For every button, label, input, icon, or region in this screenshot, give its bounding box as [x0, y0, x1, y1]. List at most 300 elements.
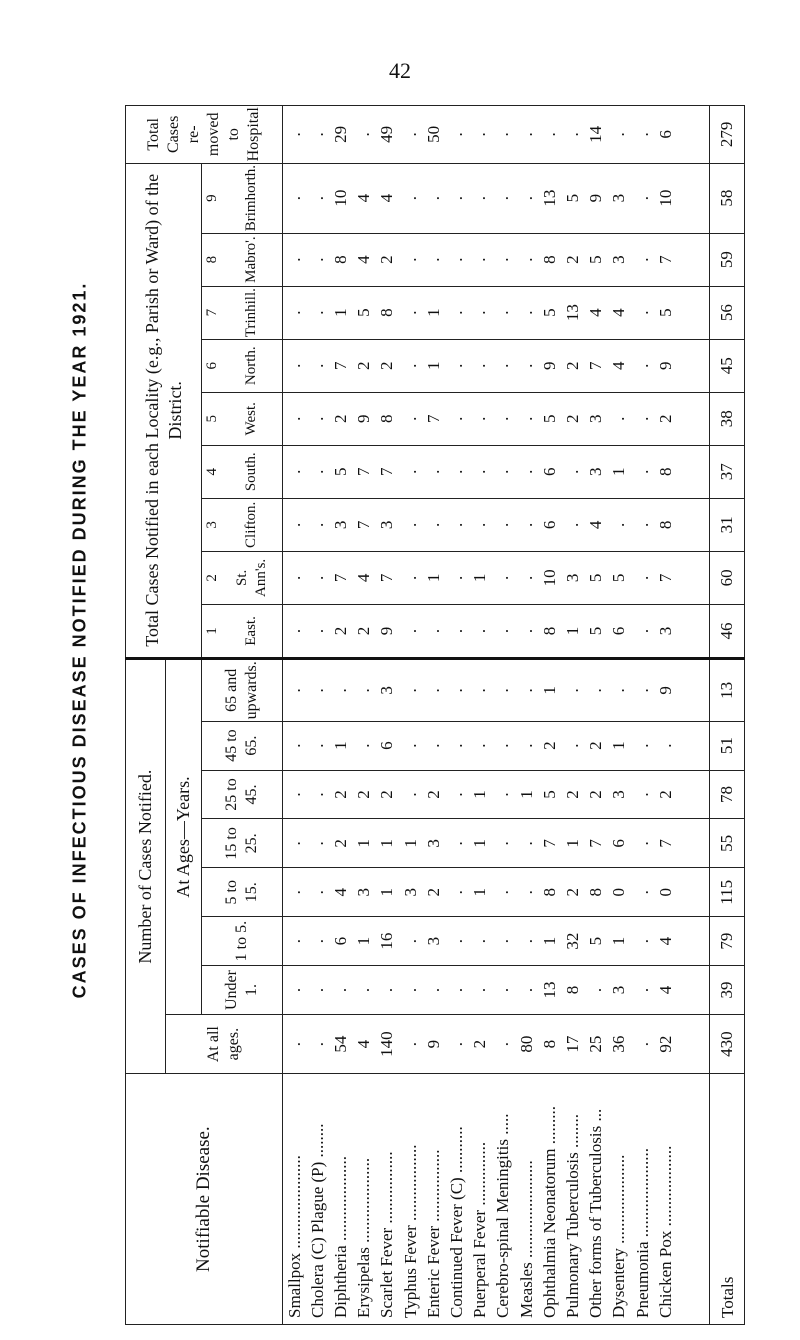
totals-cell: 78 — [710, 770, 745, 819]
table-cell: 7 — [354, 467, 374, 477]
locality-number-4: 4 — [202, 445, 223, 498]
table-cell: . — [446, 306, 466, 320]
table-cell: . — [632, 191, 652, 205]
table-cell: 9 — [539, 361, 559, 370]
table-cell: . — [284, 934, 304, 948]
table-cell: 13 — [539, 189, 559, 207]
table-cell: . — [284, 683, 304, 697]
table-cell: . — [423, 191, 443, 205]
table-cell: 8 — [377, 308, 397, 317]
table-cell: . — [562, 465, 582, 479]
table-cell: 8 — [586, 888, 606, 897]
table-cell: 2 — [470, 1039, 490, 1049]
table-cell: 32 — [562, 932, 582, 950]
table-cell: 5 — [562, 193, 582, 203]
totals-cell: 37 — [710, 445, 745, 498]
table-cell: 2 — [423, 888, 443, 897]
table-cell: . — [632, 465, 652, 479]
title-wrap — [60, 0, 100, 1340]
disease-name: Diphtheria .................... — [330, 1156, 350, 1318]
table-cell: . — [446, 983, 466, 997]
table-cell: . — [632, 359, 652, 373]
table-cell: . — [493, 683, 513, 697]
disease-name: Chicken Pox ................... — [655, 1145, 675, 1318]
table-cell: 9 — [354, 414, 374, 423]
header-1-to-5: 1 to 5. — [202, 917, 283, 966]
table-cell: . — [516, 885, 536, 899]
table-cell: 2 — [354, 361, 374, 370]
table-cell: . — [470, 306, 490, 320]
column-trinhill — [282, 286, 710, 339]
table-cell: 8 — [539, 1039, 559, 1049]
locality-mabro: Mabro'. — [222, 233, 282, 286]
table-cell: . — [562, 127, 582, 141]
table-cell: 8 — [539, 888, 559, 897]
table-cell: . — [284, 571, 304, 585]
table-cell: 3 — [423, 839, 443, 848]
table-cell: 9 — [423, 1039, 443, 1049]
table-cell: 5 — [330, 467, 350, 477]
table-cell: 3 — [377, 686, 397, 695]
table-cell: 50 — [423, 125, 443, 143]
table-cell: 2 — [655, 790, 675, 799]
table-cell: 3 — [423, 936, 443, 946]
table-cell: 3 — [609, 985, 629, 995]
locality-east: East. — [222, 604, 282, 658]
table-cell: . — [423, 465, 443, 479]
table-cell: 13 — [562, 304, 582, 322]
notification-table — [125, 105, 745, 1325]
table-cell: . — [586, 983, 606, 997]
table-cell: 3 — [655, 626, 675, 636]
table-cell: . — [470, 359, 490, 373]
table-cell: 4 — [655, 985, 675, 995]
table-cell: . — [493, 836, 513, 850]
disease-name: Dysentery ..................... — [609, 1154, 629, 1318]
table-cell: . — [493, 253, 513, 266]
table-cell: . — [632, 571, 652, 585]
table-cell: 2 — [655, 414, 675, 423]
table-cell: . — [516, 983, 536, 997]
locality-brimhorth: Brimhorth. — [222, 163, 282, 233]
table-cell: 7 — [377, 573, 397, 583]
table-cell: 1 — [423, 308, 443, 317]
table-cell: . — [609, 127, 629, 141]
table-cell: . — [446, 412, 466, 426]
table-cell: 2 — [586, 790, 606, 799]
table-cell: 1 — [330, 308, 350, 317]
table-cell: 49 — [377, 125, 397, 143]
table-cell: 1 — [354, 936, 374, 946]
table-cell: 3 — [330, 520, 350, 530]
table-cell: . — [400, 983, 420, 997]
header-5-to-15: 5 to 15. — [202, 868, 283, 917]
table-cell: . — [632, 885, 652, 899]
table-cell: 1 — [470, 573, 490, 583]
table-cell: . — [516, 571, 536, 585]
table-cell: 17 — [562, 1035, 582, 1053]
table-cell: . — [400, 412, 420, 426]
table-cell: 2 — [354, 626, 374, 636]
locality-number-9: 9 — [202, 163, 223, 233]
table-cell: . — [400, 191, 420, 205]
table-cell: . — [655, 739, 675, 752]
table-cell: . — [586, 683, 606, 697]
header-15-to-25: 15 to 25. — [202, 819, 283, 868]
table-cell: 2 — [562, 888, 582, 897]
table-cell: 1 — [400, 839, 420, 848]
table-cell: . — [307, 359, 327, 373]
table-cell: . — [562, 739, 582, 752]
table-cell: 7 — [377, 467, 397, 477]
table-cell: . — [400, 127, 420, 141]
table-cell: . — [516, 683, 536, 697]
table-cell: . — [400, 359, 420, 373]
table-cell: . — [423, 253, 443, 266]
table-cell: . — [516, 934, 536, 948]
table-cell: . — [470, 518, 490, 532]
table-cell: . — [632, 1037, 652, 1051]
disease-list — [282, 1074, 710, 1325]
table-cell: 3 — [400, 888, 420, 897]
disease-name: Scarlet Fever ................. — [377, 1151, 397, 1318]
table-cell: . — [516, 306, 536, 320]
table-cell: . — [470, 683, 490, 697]
locality-number-3: 3 — [202, 498, 223, 551]
table-cell: . — [516, 518, 536, 532]
table-cell: 1 — [470, 888, 490, 897]
table-cell: 2 — [330, 790, 350, 799]
locality-number-6: 6 — [202, 339, 223, 392]
table-cell: 6 — [609, 626, 629, 636]
table-cell: 5 — [354, 308, 374, 317]
table-cell: . — [307, 836, 327, 850]
table-cell: . — [446, 624, 466, 638]
table-cell: 3 — [562, 573, 582, 583]
totals-cell: 430 — [710, 1014, 745, 1073]
table-cell: 1 — [516, 790, 536, 799]
table-cell: . — [609, 412, 629, 426]
table-cell: 8 — [562, 985, 582, 995]
table-cell: 4 — [609, 308, 629, 317]
table-cell: 1 — [609, 467, 629, 477]
table-cell: . — [307, 624, 327, 638]
table-cell: 5 — [609, 573, 629, 583]
table-cell: 7 — [423, 414, 443, 423]
locality-trinhill: Trinhill. — [222, 286, 282, 339]
table-cell: . — [400, 571, 420, 585]
table-cell: . — [330, 983, 350, 997]
table-cell: 8 — [655, 520, 675, 530]
locality-clifton: Clifton. — [222, 498, 282, 551]
table-cell: . — [539, 127, 559, 141]
column-st-anns — [282, 551, 710, 604]
table-cell: . — [562, 683, 582, 697]
disease-name: Enteric Fever ................. — [423, 1149, 443, 1318]
table-cell: 2 — [562, 790, 582, 799]
table-cell: 8 — [330, 255, 350, 264]
table-cell: . — [307, 518, 327, 532]
table-cell: . — [493, 127, 513, 141]
table-cell: 5 — [539, 414, 559, 423]
table-cell: . — [446, 191, 466, 205]
table-cell: 6 — [330, 936, 350, 946]
table-cell: . — [632, 983, 652, 997]
table-cell: . — [400, 683, 420, 697]
table-cell: . — [354, 127, 374, 141]
table-cell: 2 — [562, 255, 582, 264]
totals-cell: 115 — [710, 868, 745, 917]
table-cell: 6 — [539, 467, 559, 477]
totals-cell: 45 — [710, 339, 745, 392]
table-cell: . — [446, 934, 466, 948]
table-cell: . — [609, 518, 629, 532]
table-cell: . — [284, 359, 304, 373]
totals-cell: 59 — [710, 233, 745, 286]
table-cell: 4 — [586, 520, 606, 530]
table-cell: 2 — [586, 741, 606, 750]
table-cell: . — [284, 191, 304, 205]
table-cell: 7 — [655, 255, 675, 264]
disease-name: Typhus Fever .................. — [400, 1144, 420, 1318]
totals-cell: 279 — [710, 106, 745, 164]
column-west — [282, 392, 710, 445]
table-cell: . — [354, 983, 374, 997]
table-cell: 6 — [539, 520, 559, 530]
table-cell: 1 — [562, 839, 582, 848]
table-cell: . — [423, 624, 443, 638]
table-cell: . — [516, 624, 536, 638]
table-cell: . — [284, 885, 304, 899]
totals-cell: 56 — [710, 286, 745, 339]
table-cell: 1 — [609, 741, 629, 750]
table-cell: . — [493, 624, 513, 638]
table-cell: . — [493, 518, 513, 532]
table-cell: . — [330, 683, 350, 697]
table-cell: . — [284, 788, 304, 801]
page-number: 42 — [389, 58, 411, 83]
table-cell: 7 — [354, 520, 374, 530]
table-cell: 29 — [330, 125, 350, 143]
disease-name: Ophthalmia Neonatorum ......... — [539, 1106, 559, 1318]
table-cell: . — [307, 739, 327, 752]
totals-cell: 39 — [710, 966, 745, 1015]
table-cell: . — [632, 253, 652, 266]
table-cell: . — [446, 571, 466, 585]
table-cell: 0 — [655, 888, 675, 897]
table-cell: 4 — [609, 361, 629, 370]
table-cell: . — [470, 465, 490, 479]
table-cell: . — [609, 683, 629, 697]
table-cell: 1 — [470, 839, 490, 848]
table-cell: . — [284, 739, 304, 752]
table-cell: . — [446, 253, 466, 266]
table-cell: . — [632, 788, 652, 801]
table-cell: 1 — [539, 936, 559, 946]
table-cell: 2 — [330, 414, 350, 423]
disease-name: Puerperal Fever ............... — [470, 1141, 490, 1318]
table-cell: 14 — [586, 125, 606, 143]
disease-name: Smallpox ...................... — [284, 1155, 304, 1318]
table-stage — [125, 105, 745, 1325]
header-45-to-65: 45 to 65. — [202, 721, 283, 770]
table-cell: . — [307, 885, 327, 899]
table-cell: . — [284, 253, 304, 266]
table-cell: . — [632, 624, 652, 638]
table-cell: . — [400, 934, 420, 948]
table-cell: . — [470, 624, 490, 638]
table-cell: . — [446, 683, 466, 697]
table-cell: 9 — [586, 193, 606, 203]
table-cell: 5 — [586, 573, 606, 583]
totals-row — [710, 106, 745, 1325]
table-cell: 7 — [330, 573, 350, 583]
table-cell: 1 — [354, 839, 374, 848]
table-cell: 3 — [586, 467, 606, 477]
disease-name: Cerebro-spinal Meningitis ..... — [493, 1113, 513, 1318]
table-cell: 7 — [586, 361, 606, 370]
page-title: CASES OF INFECTIOUS DISEASE NOTIFIED DURING THE YEAR 1921. — [69, 281, 90, 999]
table-cell: . — [493, 739, 513, 752]
column-south — [282, 445, 710, 498]
totals-cell: 60 — [710, 551, 745, 604]
table-cell: 1 — [562, 626, 582, 636]
table-cell: . — [516, 253, 536, 266]
table-cell: . — [400, 1037, 420, 1051]
table-cell: 3 — [609, 790, 629, 799]
table-cell: 2 — [377, 361, 397, 370]
column-1-to-5 — [282, 917, 710, 966]
table-cell: 7 — [655, 839, 675, 848]
locality-number-8: 8 — [202, 233, 223, 286]
table-cell: . — [400, 788, 420, 801]
table-cell: 3 — [609, 255, 629, 264]
table-cell: 13 — [539, 981, 559, 999]
table-cell: 2 — [377, 255, 397, 264]
table-cell: . — [284, 983, 304, 997]
table-cell: 1 — [423, 361, 443, 370]
table-cell: . — [470, 412, 490, 426]
header-notifiable-disease: Notifiable Disease. — [126, 1074, 283, 1325]
table-cell: . — [400, 306, 420, 320]
table-cell: 10 — [330, 189, 350, 207]
locality-number-5: 5 — [202, 392, 223, 445]
table-cell: . — [446, 518, 466, 532]
column-5-to-15 — [282, 868, 710, 917]
table-cell: . — [562, 518, 582, 532]
table-cell: . — [307, 983, 327, 997]
table-cell: . — [400, 518, 420, 532]
column-east — [282, 604, 710, 658]
totals-cell: 31 — [710, 498, 745, 551]
table-cell: . — [493, 191, 513, 205]
table-cell: . — [284, 1037, 304, 1051]
column-mabro — [282, 233, 710, 286]
disease-name: Erysipelas .................... — [354, 1157, 374, 1318]
table-cell: 2 — [354, 790, 374, 799]
table-cell: 1 — [330, 741, 350, 750]
table-cell: . — [632, 934, 652, 948]
table-cell: . — [284, 412, 304, 426]
table-cell: 2 — [423, 790, 443, 799]
table-cell: 5 — [539, 790, 559, 799]
table-cell: 1 — [539, 686, 559, 695]
table-cell: . — [446, 788, 466, 801]
table-cell: . — [470, 934, 490, 948]
table-cell: . — [446, 885, 466, 899]
table-cell: . — [423, 983, 443, 997]
table-cell: . — [446, 127, 466, 141]
table-cell: . — [493, 934, 513, 948]
table-cell: . — [446, 739, 466, 752]
table-cell: . — [493, 306, 513, 320]
table-cell: . — [446, 359, 466, 373]
body-row — [282, 106, 710, 1325]
header-65-up: 65 and upwards. — [202, 659, 283, 722]
totals-cell: 46 — [710, 604, 745, 658]
table-cell: . — [354, 739, 374, 752]
totals-cell: 79 — [710, 917, 745, 966]
column-15-to-25 — [282, 819, 710, 868]
table-cell: . — [284, 127, 304, 141]
column-removed — [282, 106, 710, 164]
table-cell: . — [446, 465, 466, 479]
table-cell: . — [470, 253, 490, 266]
disease-name: Measles ....................... — [516, 1160, 536, 1318]
totals-cell: 51 — [710, 721, 745, 770]
table-cell: . — [446, 836, 466, 850]
table-cell: . — [307, 191, 327, 205]
table-cell: 6 — [655, 130, 675, 139]
table-cell: 3 — [609, 193, 629, 203]
table-cell: . — [423, 518, 443, 532]
totals-cell: 38 — [710, 392, 745, 445]
table-cell: 4 — [354, 255, 374, 264]
locality-st-anns: St. Ann's. — [222, 551, 282, 604]
table-cell: 25 — [586, 1035, 606, 1053]
table-cell: 1 — [423, 573, 443, 583]
table-cell: . — [516, 412, 536, 426]
locality-west: West. — [222, 392, 282, 445]
table-cell: 6 — [609, 839, 629, 848]
table-cell: . — [284, 836, 304, 850]
table-cell: 8 — [377, 414, 397, 423]
disease-name: Cholera (C) Plague (P) ........ — [307, 1123, 327, 1318]
locality-number-7: 7 — [202, 286, 223, 339]
table-cell: . — [284, 465, 304, 479]
table-cell: . — [307, 465, 327, 479]
table-cell: 2 — [562, 414, 582, 423]
table-cell: . — [377, 983, 397, 997]
table-cell: . — [632, 412, 652, 426]
header-removed: Total Cases re-moved to Hospital — [126, 106, 283, 164]
table-cell: 1 — [377, 888, 397, 897]
locality-number-2: 2 — [202, 551, 223, 604]
table-cell: 80 — [516, 1035, 536, 1053]
table-cell: 16 — [377, 932, 397, 950]
table-cell: . — [493, 788, 513, 801]
table-cell: . — [307, 571, 327, 585]
table-cell: 0 — [609, 888, 629, 897]
table-cell: 9 — [655, 686, 675, 695]
table-cell: . — [516, 739, 536, 752]
totals-label: Totals — [710, 1074, 745, 1325]
table-cell: 7 — [655, 573, 675, 583]
table-cell: . — [307, 127, 327, 141]
disease-name: Other forms of Tuberculosis ... — [586, 1108, 606, 1318]
column-clifton — [282, 498, 710, 551]
table-cell: 140 — [377, 1031, 397, 1057]
